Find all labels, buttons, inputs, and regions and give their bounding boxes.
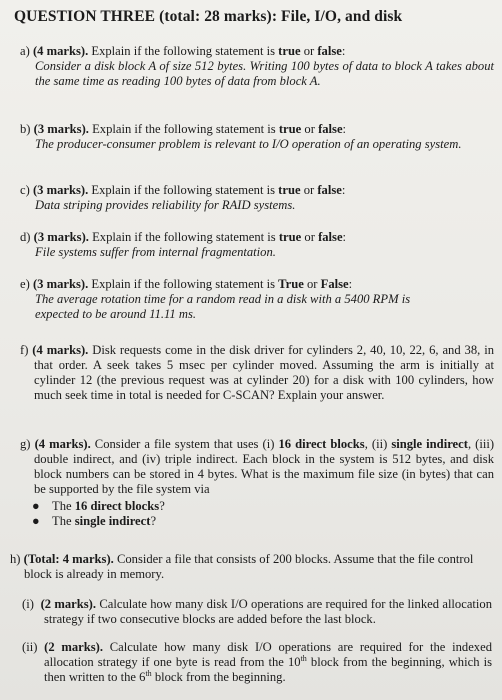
question-text: Calculate how many disk I/O operations are required for the linked allocation strategy if two consecutive blocks are added before the last block. [44,597,493,626]
marks: (4 marks). [32,343,89,357]
question-label: h) [10,552,21,566]
question-g [20,437,494,529]
superscript: th [300,653,307,663]
colon: : [341,44,346,58]
colon: : [341,183,346,197]
question-label: a) [20,44,30,58]
false-word: false [317,44,342,58]
marks: (2 marks). [40,597,97,611]
colon: : [348,277,353,291]
marks: (3 marks). [32,277,89,291]
colon: : [342,230,347,244]
question-h-ii [22,640,492,685]
bullet-icon: ● [32,499,40,513]
bullet-text: The [52,514,72,528]
question-text: Consider a file that consists of 200 blocks. Assume that the file control block is already in memory. [24,552,474,581]
marks: (3 marks). [32,183,89,197]
prompt: Explain if the following statement is [92,122,276,136]
prompt: Explain if the following statement is [91,183,275,197]
statement: The average rotation time for a random read in a disk with a 5400 RPM is expected to be around 11.11 ms. [35,292,411,321]
question-e [20,277,494,322]
question-h-i [22,597,492,627]
superscript: th [145,668,152,678]
sub-question-label: (i) [22,597,34,611]
question-c [20,183,494,213]
question-h [10,552,494,582]
section-title: QUESTION THREE (total: 28 marks): File, I/O, and disk [14,8,403,25]
question-text: , (ii) [364,437,388,451]
emphasis: 16 direct blocks [278,437,365,451]
marks: (3 marks). [33,230,89,244]
question-label: e) [20,277,30,291]
true-word: True [278,277,304,291]
question-b [20,122,494,152]
false-word: false [318,230,343,244]
question-label: c) [20,183,30,197]
marks: (4 marks). [34,437,91,451]
question-label: d) [20,230,31,244]
statement: File systems suffer from internal fragmentation. [35,245,276,259]
false-word: false [317,183,342,197]
question-text: Consider a file system that uses (i) [94,437,275,451]
list-item [32,514,494,529]
statement: Consider a disk block A of size 512 bytes. Writing 100 bytes of data to block A takes about the same time as reading 100 bytes of data from block A. [35,59,494,88]
marks: (4 marks). [32,44,89,58]
question-label: b) [20,122,31,136]
emphasis: single indirect [74,514,151,528]
true-word: true [278,44,301,58]
true-word: true [278,183,301,197]
statement: Data striping provides reliability for RAID systems. [35,198,296,212]
list-item [32,499,494,514]
or-word: or [303,44,315,58]
bullet-icon: ● [32,514,40,528]
question-text: block from the beginning. [151,670,286,684]
or-word: or [306,277,318,291]
question-label: f) [20,343,29,357]
statement: The producer-consumer problem is relevant to I/O operation of an operating system. [35,137,462,151]
marks: (2 marks). [44,640,104,654]
bullet-list [20,499,494,529]
colon: : [342,122,347,136]
bullet-text: ? [150,514,157,528]
prompt: Explain if the following statement is [91,44,275,58]
prompt: Explain if the following statement is [92,230,276,244]
question-text: Disk requests come in the disk driver for cylinders 2, 40, 10, 22, 6, and 38, in that order. A seek takes 5 msec per cylinder moved. Assuming the arm is initially at cylinder 12 (the previous request was at cylinder 20) for a disk with 100 cylinders, how much seek time in total is needed for C-SCAN? Explain your answer. [34,343,494,402]
question-d [20,230,494,260]
question-f [20,343,494,403]
true-word: true [278,122,302,136]
sub-question-label: (ii) [22,640,38,654]
prompt: Explain if the following statement is [91,277,275,291]
or-word: or [304,122,315,136]
question-label: g) [20,437,31,451]
emphasis: single indirect [391,437,468,451]
question-text: block from the beginning, which is then written to the 6 [44,655,492,684]
question-a [20,44,494,89]
marks: (3 marks). [33,122,89,136]
marks: (Total: 4 marks). [23,552,114,566]
or-word: or [304,230,315,244]
emphasis: 16 direct blocks [74,499,160,513]
question-text: , (iii) double indirect, and (iv) triple indirect. Each block in the system is 512 bytes, and disk block numbers can be stored in 4 bytes. What is the maximum file size (in bytes) that can be supported by the file system via [34,437,495,496]
false-word: false [318,122,343,136]
question-text: Calculate how many disk I/O operations are required for the indexed allocation strategy if one byte is read from the 10 [44,640,492,669]
false-word: False [320,277,349,291]
bullet-text: ? [159,499,165,513]
bullet-text: The [52,499,72,513]
true-word: true [278,230,302,244]
or-word: or [303,183,315,197]
